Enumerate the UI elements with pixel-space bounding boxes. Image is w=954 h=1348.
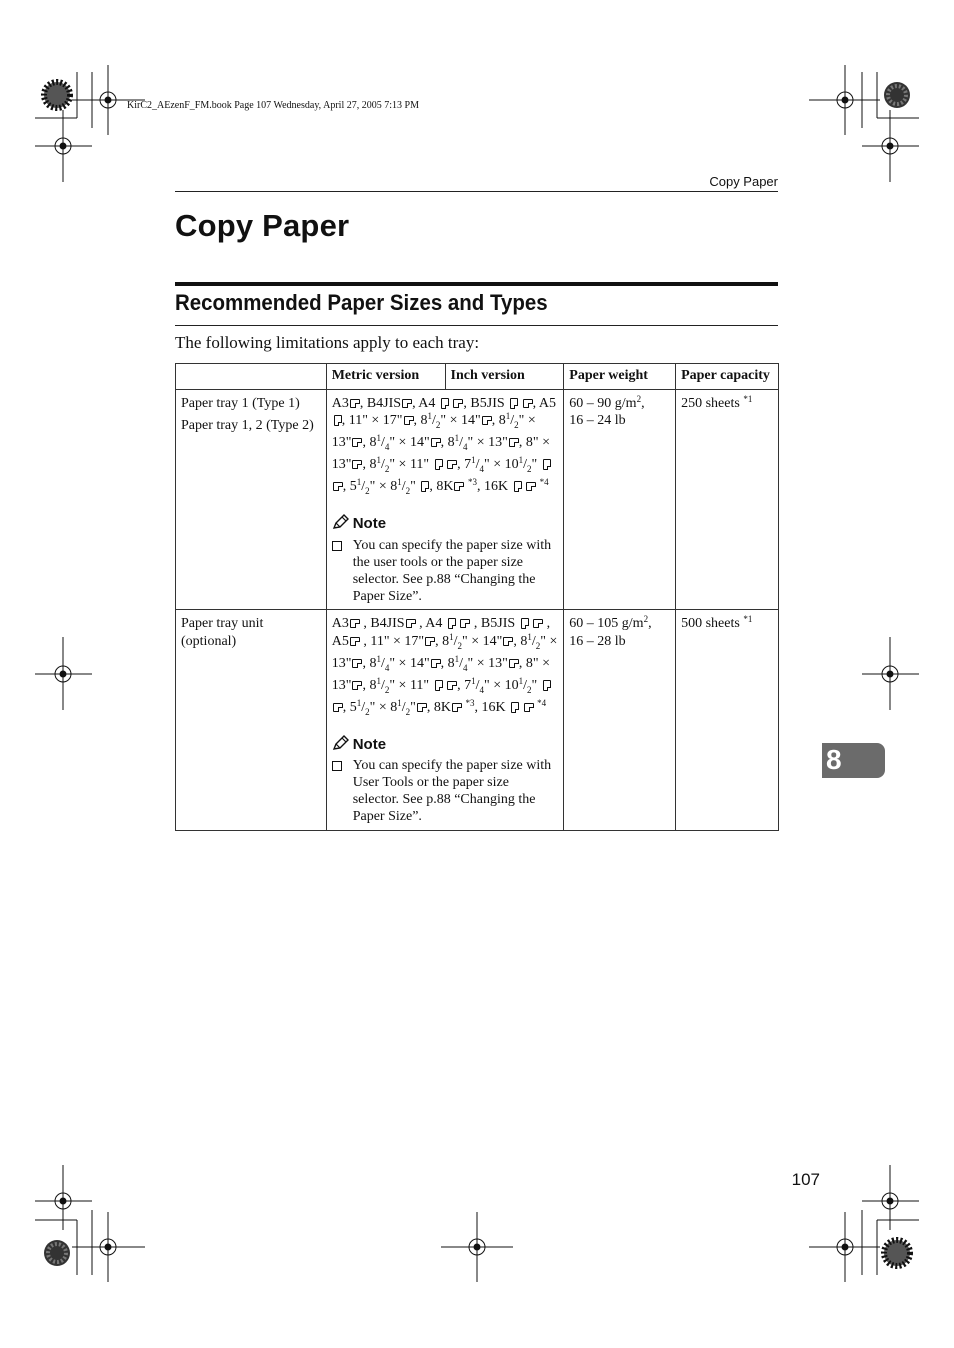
landscape-icon [352,438,362,447]
landscape-icon [404,416,414,425]
table-row [176,610,779,830]
section-rule-thin [175,325,778,326]
note-title: Note [352,735,387,753]
landscape-icon [352,681,362,690]
sizes-cell [326,390,564,610]
weight-cell [564,610,676,830]
pencil-icon [332,514,350,530]
landscape-icon [533,619,543,628]
portrait-icon [441,398,449,409]
weight-cell [564,390,676,610]
landscape-icon [453,399,463,408]
portrait-icon [421,481,429,492]
paper-table [175,363,779,831]
note-item [332,757,559,826]
footnote-ref: *1 [743,614,753,625]
landscape-icon [417,703,427,712]
note-item [332,537,559,606]
header-cell: Inch version [445,364,564,390]
landscape-icon [352,659,362,668]
landscape-icon [350,619,360,628]
tray-name: Paper tray 1 (Type 1) [181,396,300,412]
landscape-icon [352,460,362,469]
capacity-value: 500 sheets [681,616,740,632]
portrait-icon [448,618,456,629]
file-info-line: KirC2_AEzenF_FM.book Page 107 Wednesday, April 27, 2005 7:13 PM [127,100,419,111]
capacity-value: 250 sheets [681,396,740,412]
landscape-icon [447,681,457,690]
landscape-icon [482,416,492,425]
section-rule-thick [175,282,778,286]
header-cell: Metric version [326,364,445,390]
landscape-icon [452,703,462,712]
sizes-cell [326,610,564,830]
capacity-cell [676,390,779,610]
portrait-icon [521,618,529,629]
weight-metric: 60 – 90 $g/m^2$, [569,394,645,412]
running-header: Copy Paper [709,174,778,189]
paper-sizes: A3 , B4JIS , A4 , B5JIS , A5 , 11" × 17" , $8^1/_2$" × 14" , $8^1/_2$" × 13" , $8^1/_4$" × 14" , $8^1/_4$" × 13" , 8" × 13" , $8^1/_2$" × 11" , $7^1/_4$" × $10^1/_2$" , $5^1/_2$" × $8^1/_2$" , 8K $^{*3}$, 16K $^{*4}$ [331,396,556,497]
landscape-icon [425,637,435,646]
chapter-number: 8 [826,744,842,775]
landscape-icon [447,460,457,469]
weight-imperial: 16 – 24 lb [569,413,626,429]
note-text: You can specify the paper size with the user tools or the paper size selector. See p.88 “Changing the Paper Size”. [352,537,552,605]
tray-cell [176,390,327,610]
landscape-icon [503,637,513,646]
footnote-ref: *3 [465,697,475,708]
portrait-icon [510,398,518,409]
landscape-icon [509,659,519,668]
tray-cell [176,610,327,830]
footnote-ref: *4 [539,477,549,488]
intro-text: The following limitations apply to each tray: [175,333,480,352]
landscape-icon [460,619,470,628]
note-text: You can specify the paper size with User Tools or the paper size selector. See p.88 “Changing the Paper Size”. [352,757,552,825]
portrait-icon [514,481,522,492]
landscape-icon [333,703,343,712]
landscape-icon [350,637,360,646]
portrait-icon [334,415,342,426]
table-row [176,390,779,610]
footnote-ref: *4 [537,697,547,708]
page-number: 107 [791,1170,820,1189]
tray-name: Paper tray unit (optional) [181,616,264,649]
portrait-icon [435,459,443,470]
header-cell [176,364,327,390]
landscape-icon [509,438,519,447]
section-title: Recommended Paper Sizes and Types [175,290,548,315]
checkbox-bullet-icon [332,541,342,551]
landscape-icon [406,619,416,628]
portrait-icon [511,702,519,713]
portrait-icon [543,680,551,691]
chapter-tab [822,743,885,778]
landscape-icon [454,482,464,491]
landscape-icon [333,482,343,491]
paper-sizes: A3 , B4JIS , A4 , B5JIS , A5 , 11" × 17" , $8^1/_2$" × 14" , $8^1/_2$" × 13" , $8^1/_4$" × 14" , $8^1/_4$" × 13" , 8" × 13" , $8^1/_2$" × 11" , $7^1/_4$" × $10^1/_2$" , $5^1/_2$" × $8^1/_2$" , 8K $^{*3}$, 16K $^{*4}$ [331,616,558,717]
landscape-icon [402,399,412,408]
table-header-row [176,364,779,390]
note-heading [332,735,559,753]
landscape-icon [431,659,441,668]
landscape-icon [523,399,533,408]
note-heading [332,514,559,532]
portrait-icon [435,680,443,691]
portrait-icon [543,459,551,470]
landscape-icon [524,703,534,712]
weight-metric: 60 – 105 $g/m^2$, [569,614,652,632]
landscape-icon [526,482,536,491]
capacity-cell [676,610,779,830]
header-cell: Paper capacity [676,364,779,390]
weight-imperial: 16 – 28 lb [569,633,626,649]
checkbox-bullet-icon [332,761,342,771]
header-rule [175,191,778,192]
footnote-ref: *1 [743,394,753,405]
note-title: Note [352,515,387,533]
landscape-icon [350,399,360,408]
header-cell: Paper weight [564,364,676,390]
landscape-icon [431,438,441,447]
tray-name: Paper tray 1, 2 (Type 2) [181,418,314,434]
pencil-icon [332,735,350,751]
footnote-ref: *3 [467,477,477,488]
page-title: Copy Paper [175,208,350,243]
